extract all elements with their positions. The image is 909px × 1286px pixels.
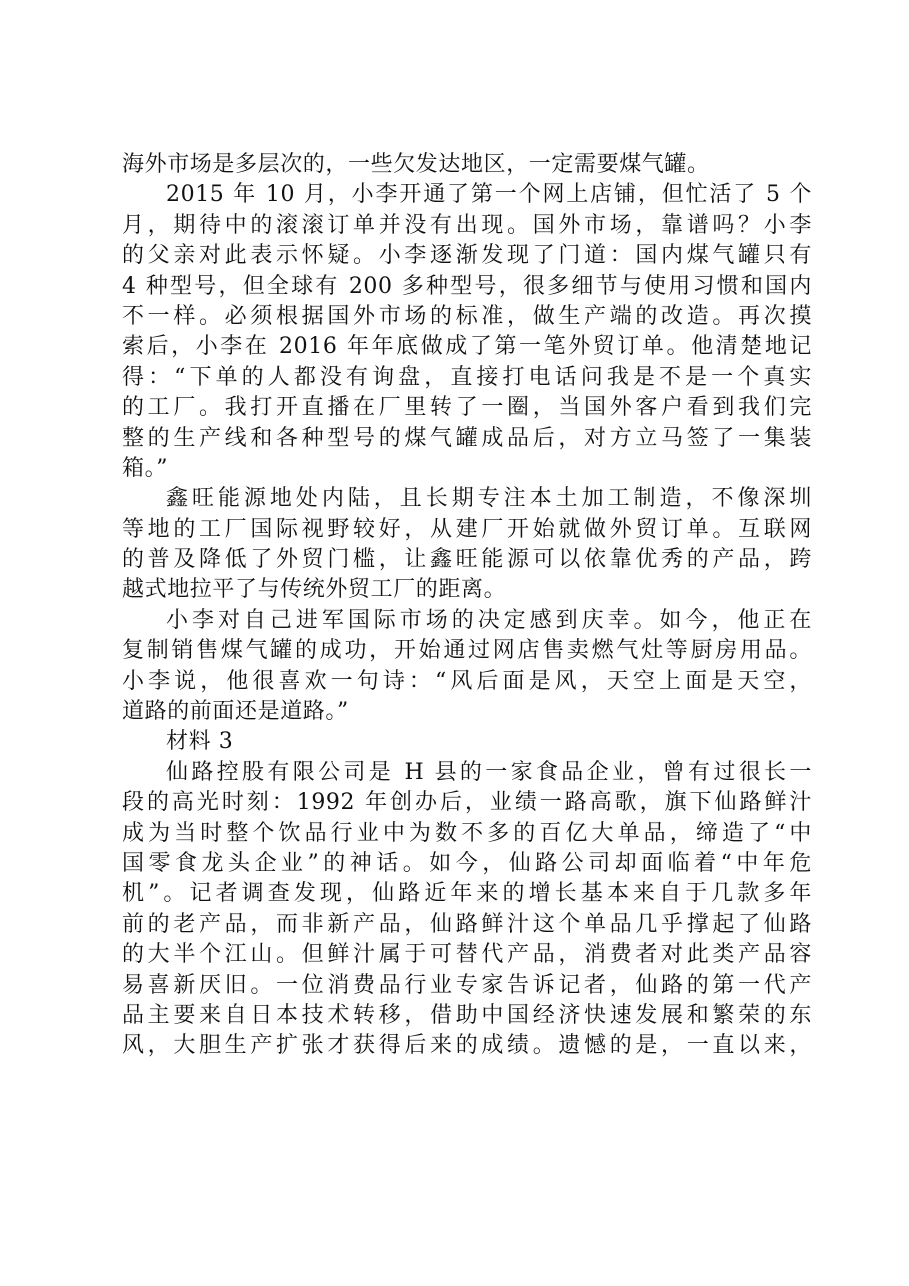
text-line: 海外市场是多层次的，一些欠发达地区，一定需要煤气罐。 xyxy=(122,152,710,177)
text-line: 整的生产线和各种型号的煤气罐成品后，对方立马签了一集装 xyxy=(122,425,812,451)
text-line: 越式地拉平了与传统外贸工厂的距离。 xyxy=(122,577,507,603)
text-line: 等地的工厂国际视野较好，从建厂开始就做外贸订单。互联网 xyxy=(122,516,812,542)
text-line: 风，大胆生产扩张才获得后来的成绩。遗憾的是，一直以来， xyxy=(122,1033,812,1059)
text-line: 品主要来自日本技术转移，借助中国经济快速发展和繁荣的东 xyxy=(122,1002,812,1028)
text-line: 4 种型号，但全球有 200 多种型号，很多细节与使用习惯和国内 xyxy=(122,273,812,299)
text-line: 月，期待中的滚滚订单并没有出现。国外市场，靠谱吗？小李 xyxy=(122,212,812,238)
text-line: 道路的前面还是道路。” xyxy=(122,699,349,725)
text-line: 箱。” xyxy=(122,455,169,481)
document-body-text xyxy=(122,150,812,1062)
text-line: 得：“下单的人都没有询盘，直接打电话问我是不是一个真实 xyxy=(122,364,812,390)
text-line: 鑫旺能源地处内陆，且长期专注本土加工制造，不像深圳 xyxy=(166,486,812,512)
text-line: 段的高光时刻：1992 年创办后，业绩一路高歌，旗下仙路鲜汁 xyxy=(122,790,812,816)
text-line: 易喜新厌旧。一位消费品行业专家告诉记者，仙路的第一代产 xyxy=(122,972,812,998)
text-line: 机”。记者调查发现，仙路近年来的增长基本来自于几款多年 xyxy=(122,881,812,907)
text-line: 的大半个江山。但鲜汁属于可替代产品，消费者对此类产品容 xyxy=(122,942,812,968)
text-line: 前的老产品，而非新产品，仙路鲜汁这个单品几乎撑起了仙路 xyxy=(122,911,812,937)
text-line: 不一样。必须根据国外市场的标准，做生产端的改造。再次摸 xyxy=(122,303,812,329)
text-line: 2015 年 10 月，小李开通了第一个网上店铺，但忙活了 5 个 xyxy=(166,182,812,208)
text-line: 的工厂。我打开直播在厂里转了一圈，当国外客户看到我们完 xyxy=(122,395,812,421)
text-line: 小李对自己进军国际市场的决定感到庆幸。如今，他正在 xyxy=(166,607,812,633)
text-line: 仙路控股有限公司是 H 县的一家食品企业，曾有过很长一 xyxy=(166,759,812,785)
text-line: 复制销售煤气罐的成功，开始通过网店售卖燃气灶等厨房用品。 xyxy=(122,638,812,664)
text-line: 材料 3 xyxy=(166,729,234,755)
text-line: 索后，小李在 2016 年年底做成了第一笔外贸订单。他清楚地记 xyxy=(122,334,812,360)
text-line: 国零食龙头企业”的神话。如今，仙路公司却面临着“中年危 xyxy=(122,850,812,876)
text-line: 成为当时整个饮品行业中为数不多的百亿大单品，缔造了“中 xyxy=(122,820,812,846)
text-line: 的普及降低了外贸门槛，让鑫旺能源可以依靠优秀的产品，跨 xyxy=(122,547,812,573)
text-line: 的父亲对此表示怀疑。小李逐渐发现了门道：国内煤气罐只有 xyxy=(122,243,812,269)
text-line: 小李说，他很喜欢一句诗：“风后面是风，天空上面是天空， xyxy=(122,668,812,694)
